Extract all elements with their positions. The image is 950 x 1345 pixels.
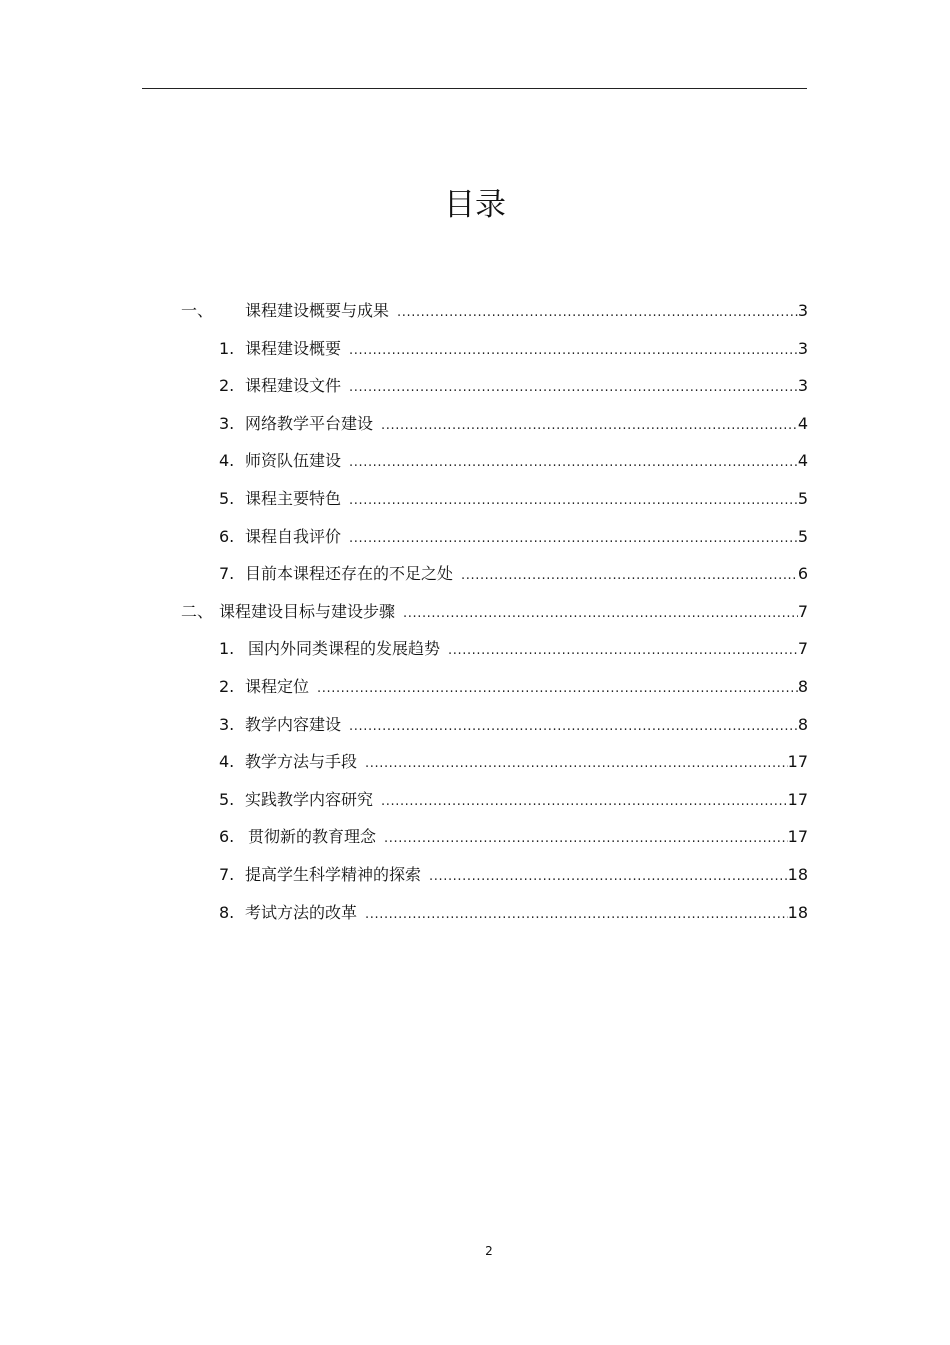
toc-entry-title: 课程定位 bbox=[245, 676, 310, 696]
toc-dot-leader bbox=[397, 301, 798, 325]
toc-dot-leader bbox=[349, 376, 798, 400]
page-title: 目录 bbox=[444, 187, 506, 223]
toc-entry[interactable] bbox=[0, 368, 950, 406]
toc-dot-leader bbox=[365, 903, 788, 927]
toc-entry-title: 教学内容建设 bbox=[245, 714, 342, 734]
toc-entry-number: 3. bbox=[219, 714, 235, 734]
toc-entry[interactable] bbox=[0, 406, 950, 444]
toc-entry-title: 师资队伍建设 bbox=[245, 451, 342, 471]
toc-entry-page: 7 bbox=[797, 639, 808, 659]
toc-entry-page: 8 bbox=[797, 676, 808, 696]
toc-entry-page: 8 bbox=[797, 714, 808, 734]
toc-entry-page: 6 bbox=[797, 564, 808, 584]
toc-entry-number: 一、 bbox=[181, 301, 214, 320]
table-of-contents bbox=[0, 293, 950, 932]
toc-entry[interactable] bbox=[0, 819, 950, 857]
toc-entry-page: 18 bbox=[787, 902, 808, 922]
toc-entry[interactable] bbox=[0, 744, 950, 782]
toc-entry[interactable] bbox=[0, 707, 950, 745]
toc-dot-leader bbox=[349, 451, 798, 475]
toc-entry-title: 课程自我评价 bbox=[245, 526, 342, 546]
toc-entry[interactable] bbox=[0, 481, 950, 519]
toc-entry-title: 课程建设概要与成果 bbox=[245, 301, 390, 320]
toc-entry[interactable] bbox=[0, 857, 950, 895]
toc-entry[interactable] bbox=[0, 594, 950, 632]
toc-dot-leader bbox=[429, 865, 788, 889]
toc-dot-leader bbox=[403, 602, 798, 626]
toc-entry-number: 4. bbox=[219, 451, 235, 471]
toc-entry[interactable] bbox=[0, 519, 950, 557]
toc-dot-leader bbox=[448, 639, 798, 663]
toc-entry-title: 课程建设文件 bbox=[245, 376, 342, 396]
toc-entry-page: 4 bbox=[797, 451, 808, 471]
toc-entry-number: 2. bbox=[219, 376, 235, 396]
toc-dot-leader bbox=[317, 677, 798, 701]
toc-entry[interactable] bbox=[0, 331, 950, 369]
toc-entry-page: 3 bbox=[797, 301, 808, 320]
toc-dot-leader bbox=[381, 790, 788, 814]
toc-entry-page: 17 bbox=[787, 752, 808, 772]
toc-dot-leader bbox=[365, 752, 788, 776]
header-rule bbox=[142, 88, 807, 89]
toc-entry-title: 课程主要特色 bbox=[245, 488, 342, 508]
toc-entry-number: 3. bbox=[219, 413, 235, 433]
toc-entry[interactable] bbox=[0, 895, 950, 933]
toc-entry-title: 教学方法与手段 bbox=[245, 752, 358, 772]
toc-entry-number: 1. bbox=[219, 639, 235, 659]
toc-entry[interactable] bbox=[0, 443, 950, 481]
page-number: 2 bbox=[485, 1244, 493, 1258]
toc-entry-number: 7. bbox=[219, 564, 235, 584]
toc-dot-leader bbox=[384, 827, 788, 851]
toc-entry-number: 1. bbox=[219, 338, 235, 358]
toc-entry-title: 目前本课程还存在的不足之处 bbox=[245, 564, 454, 584]
toc-entry-page: 18 bbox=[787, 864, 808, 884]
toc-entry-title: 实践教学内容研究 bbox=[245, 789, 374, 809]
toc-dot-leader bbox=[349, 339, 798, 363]
toc-entry-title: 课程建设概要 bbox=[245, 338, 342, 358]
toc-entry-title: 提高学生科学精神的探索 bbox=[245, 864, 422, 884]
toc-entry-title: 国内外同类课程的发展趋势 bbox=[248, 639, 441, 659]
toc-dot-leader bbox=[381, 414, 798, 438]
toc-entry-number: 6. bbox=[219, 827, 235, 847]
toc-entry-title: 贯彻新的教育理念 bbox=[248, 827, 377, 847]
toc-entry-title: 课程建设目标与建设步骤 bbox=[219, 601, 396, 621]
toc-entry-page: 5 bbox=[797, 526, 808, 546]
toc-entry-page: 3 bbox=[797, 376, 808, 396]
toc-dot-leader bbox=[349, 715, 798, 739]
toc-entry[interactable] bbox=[0, 782, 950, 820]
toc-entry-number: 6. bbox=[219, 526, 235, 546]
toc-entry-number: 4. bbox=[219, 752, 235, 772]
toc-entry[interactable] bbox=[0, 293, 950, 331]
toc-entry-number: 8. bbox=[219, 902, 235, 922]
toc-entry-number: 2. bbox=[219, 676, 235, 696]
toc-dot-leader bbox=[349, 489, 798, 513]
toc-entry-number: 5. bbox=[219, 789, 235, 809]
toc-entry-page: 3 bbox=[797, 338, 808, 358]
toc-entry-title: 网络教学平台建设 bbox=[245, 413, 374, 433]
toc-entry[interactable] bbox=[0, 556, 950, 594]
toc-entry-number: 二、 bbox=[181, 601, 214, 621]
toc-entry[interactable] bbox=[0, 669, 950, 707]
toc-entry-page: 17 bbox=[787, 827, 808, 847]
toc-dot-leader bbox=[461, 564, 798, 588]
toc-entry-number: 5. bbox=[219, 488, 235, 508]
toc-dot-leader bbox=[349, 527, 798, 551]
toc-entry-page: 17 bbox=[787, 789, 808, 809]
toc-entry-page: 7 bbox=[797, 601, 808, 621]
toc-entry-page: 4 bbox=[797, 413, 808, 433]
toc-entry-page: 5 bbox=[797, 488, 808, 508]
toc-entry-title: 考试方法的改革 bbox=[245, 902, 358, 922]
toc-entry-number: 7. bbox=[219, 864, 235, 884]
toc-entry[interactable] bbox=[0, 631, 950, 669]
